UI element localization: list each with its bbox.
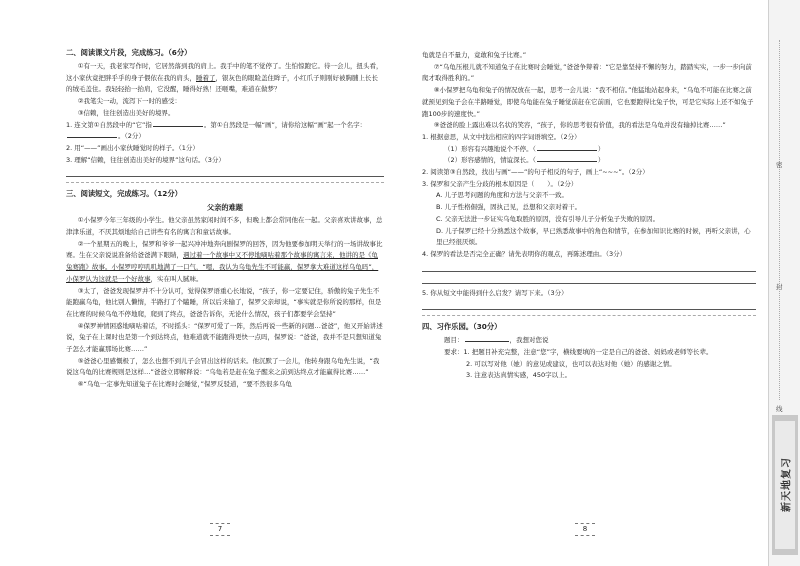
question-3: 3. 理解“信赖，往往创造出美好的境界”这句话。（3分） bbox=[66, 155, 225, 164]
binding-char-line: 线 bbox=[776, 405, 783, 413]
option-a: A. 儿子思考问题的角度和方法与父亲不一致。 bbox=[436, 191, 568, 200]
binding-strip bbox=[768, 0, 800, 566]
story-paragraph-2 bbox=[66, 239, 384, 286]
text-span: （1）形容有兴趣地说个不停。（ bbox=[444, 144, 536, 153]
answer-blank[interactable] bbox=[153, 120, 203, 127]
page-number-text: 8 bbox=[575, 523, 595, 536]
section-2-paragraph-2: ②我笔尖一动，流泻下一时的感受： bbox=[77, 97, 182, 106]
divider bbox=[422, 315, 756, 316]
answer-blank[interactable] bbox=[537, 155, 597, 162]
underlined-text: 睡着了 bbox=[196, 73, 216, 82]
page-number-right bbox=[555, 523, 615, 536]
binding-char-seal: 封 bbox=[776, 283, 783, 291]
text-span: ，银灰色的眼睑盖住眸子，小红爪子则刚好被胸脯上长长的绒毛盖住。我轻轻抬一抬肩，它没醒，睡得好熟！还咂嘴，难道在做梦？ bbox=[66, 73, 378, 94]
section-2-paragraph-3: ③信赖，往往创造出美好的境界。 bbox=[77, 108, 175, 117]
topic-blank[interactable] bbox=[465, 335, 509, 342]
text-span: ②一个星期五的晚上，保罗和爷爷一起兴冲冲地奔向剧保罗的回答，因为他要参加明天举行的一场讲故事比赛。生在父亲说说准备给爸爸满下眼睛， bbox=[66, 239, 383, 260]
story-paragraph-6: ⑥“乌龟一定事先知道兔子在比赛时会睡觉，”保罗反驳道，“要不然很多乌龟 bbox=[77, 380, 292, 389]
text-span: ，我想对您说 bbox=[509, 336, 549, 345]
text-span: 。（2分） bbox=[118, 132, 145, 141]
brand-logo bbox=[772, 415, 798, 555]
answer-line[interactable] bbox=[422, 261, 756, 272]
brand-text: 新天地复习 bbox=[781, 457, 793, 512]
option-b: B. 儿子性格倔强，固执己见，总想和父亲对着干。 bbox=[436, 203, 582, 212]
divider bbox=[66, 182, 384, 183]
requirement-2: 2. 可以写对他（她）的意见或建议，也可以表达对他（她）的感谢之情。 bbox=[466, 359, 676, 368]
story-paragraph-3: ③太了，爸爸发现保罗并不十分认可，觉得保罗语重心长地说，“孩子，你一定要记住，骄傲的兔子先生不能跑赢乌龟，他比别人懒惰，半路打了个瞌睡，所以后来输了，保罗父亲却说，“事实就是你所说的那样，但是在比赛的时候乌龟不停地爬，爬到了终点，爸爸告诉你，无论什么情况，孩子们都要学会坚持” bbox=[66, 286, 382, 318]
text-span: 要求： bbox=[444, 348, 464, 357]
question-r1a: （1）形容有兴趣地说个不停。（ ） bbox=[444, 144, 605, 153]
story-continuation-1: 龟就是自不量力，竟敢和兔子比赛。” bbox=[422, 51, 527, 59]
section-4-title: 四、习作乐园。（30分） bbox=[422, 322, 502, 332]
option-c: C. 父亲无法进一步证实乌龟取胜的原因，没有引导儿子分析兔子失败的原因。 bbox=[436, 214, 660, 223]
story-paragraph-5: ⑤爸爸心里感慨极了，怎么也想不到儿子会冒出这样的话来。他沉默了一会儿，他转身跟乌龟先生说，“我说这乌龟的比赛规则是这样…”爸爸立即解释说：“乌龟若是赶在兔子醒来之前到达终点才能赢得比赛……” bbox=[66, 356, 380, 377]
question-r4: 4. 保罗的看法是否完全正确？请先表明你的观点，再陈述理由。（3分） bbox=[422, 249, 627, 258]
binding-char-seal: 密 bbox=[776, 161, 783, 169]
question-1 bbox=[66, 120, 384, 143]
answer-blank[interactable] bbox=[537, 144, 597, 151]
answer-blank[interactable] bbox=[67, 131, 117, 138]
text-span: 题目： bbox=[444, 336, 464, 345]
binding-dotted-line bbox=[779, 40, 780, 400]
question-r2: 2. 阅读第③自然段，找出与画“——”的句子相反的句子，画上“~~~”。（2分） bbox=[422, 168, 649, 177]
composition-topic bbox=[422, 335, 756, 347]
question-r5: 5. 你从短文中能得到什么启发？请写下来。（3分） bbox=[422, 288, 568, 297]
story-title: 父亲的难题 bbox=[207, 203, 243, 213]
story-paragraph-4: ④保罗神情困惑地嘀咕着话，不时摇头：“保罗可爱了一阵，然后再说一些新的问题…爸爸”，他又开始讲述说，兔子在上课时也是第一个到达终点，他难道就不能跑得更快一点吗，保罗说：“爸爸，我并不是只想知道兔子怎么才能赢那场比赛……” bbox=[66, 321, 383, 354]
answer-line[interactable] bbox=[422, 273, 756, 284]
story-paragraph-1: ①小保罗今年三年级的小学生。他父亲虽然家闲时间不多，但晚上都会常同他在一起。父亲喜欢讲故事，总津津乐道，不厌其烦地给自己讲些有名的寓言和童话故事。 bbox=[66, 216, 383, 237]
page-number-text: 7 bbox=[210, 523, 230, 536]
page-number-left bbox=[190, 523, 250, 536]
underlined-text: 遇过着一个故事中又不停地嘀咕着那个故事的寓言来，他讲的是《龟兔赛跑》故事。小保罗哼哼叽叽地满了一口气，“嗯，我认为乌龟先生不可能赢，保罗拿大难道这样乌龟吗”，小保罗认为这就是一个好故事 bbox=[66, 251, 379, 283]
option-d: D. 儿子保罗已经十分熟悉这个故事，早已熟悉故事中的角色和情节，在参加知识比赛的时候，再听父亲讲，心里已经很厌烦。 bbox=[436, 226, 751, 247]
question-r1b: （2）形容感情的，情谊深长。（ ） bbox=[444, 156, 605, 165]
question-r1: 1. 根据意思，从文中找出相应的四字词语填空。（2分） bbox=[422, 132, 581, 141]
text-span: 。第①自然段是一幅“画”，请你给这幅“画”起一个名字： bbox=[203, 120, 367, 129]
story-continuation-3: ⑧小保罗把乌龟和兔子的情况放在一起，思考一会儿说：“我不相信。”他猛地站起身来，“乌龟不可能在比赛之前就预见到兔子会在半路睡觉，即使乌龟能在兔子睡觉前赶在它前面，它也要跑得比兔子快，可是它实际上还不如兔子跑100步的速度快。” bbox=[422, 86, 754, 118]
requirement-3: 3. 注意表达真情实感，450字以上。 bbox=[466, 371, 572, 380]
right-page bbox=[400, 0, 768, 566]
answer-line[interactable] bbox=[422, 299, 756, 310]
text-span: （2）形容感情的，情谊深长。（ bbox=[444, 156, 536, 165]
story-continuation-4: ⑨爸爸的脸上露出难以名状的笑容，“孩子，你的思考很有价值，我的看法是乌龟并没有输掉比赛……” bbox=[433, 121, 726, 130]
section-2-paragraph-1 bbox=[66, 61, 384, 96]
section-3-title: 三、阅读短文，完成练习。（12分） bbox=[66, 189, 182, 199]
section-2-title: 二、阅读课文片段，完成练习。（6分） bbox=[66, 48, 192, 57]
text-span: ①有一天，我老家写作时，它居然落到我的肩上。我手中的笔不觉停了。生怕惊跑它。待一会儿，扭头看，这小家伙竟把胖乎乎的身子偎依在我的肩头， bbox=[66, 62, 383, 82]
question-r3: 3. 保罗和父亲产生分歧的根本原因是（ ）。（2分） bbox=[422, 179, 578, 188]
text-span: ，实在叫人腻味。 bbox=[150, 274, 203, 283]
requirement-1 bbox=[422, 347, 756, 359]
text-span: 1. 连文第①自然段中的“它”指 bbox=[66, 120, 152, 129]
story-continuation-2: ⑦“乌龟压根儿就不知道兔子在比赛时会睡觉，”爸爸争辩着：“它是靠坚持不懈的努力，踏踏实实，一步一步向前爬才取得胜利的。” bbox=[422, 62, 752, 83]
answer-line[interactable] bbox=[66, 166, 384, 177]
question-2: 2. 用“——”画出小家伙睡觉时的样子。（1分） bbox=[66, 143, 199, 152]
text-span: 1. 把题目补充完整，注意“您”字，横线要填的一定是自己的爸爸、妈妈或老师等长辈。 bbox=[463, 348, 713, 357]
